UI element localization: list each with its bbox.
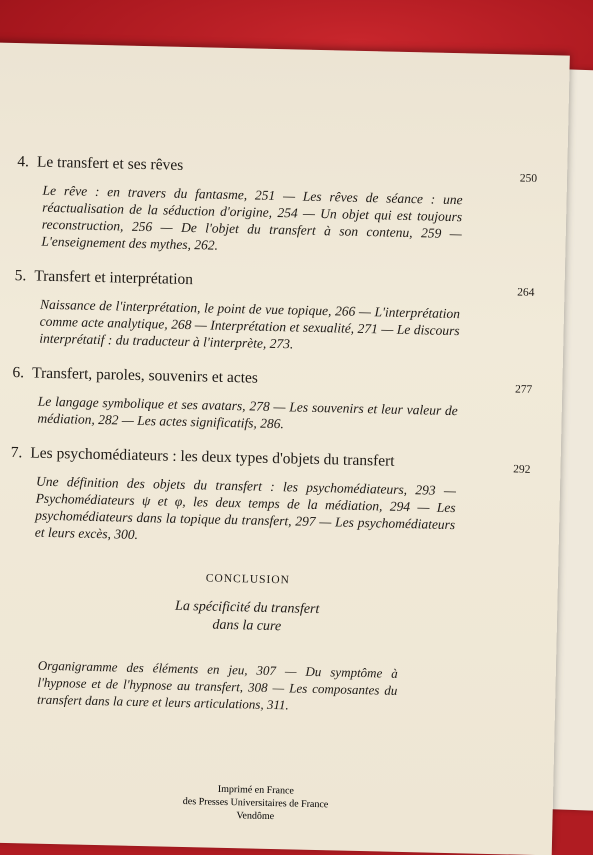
chapter-number: 6. [12, 364, 25, 382]
chapter-heading [10, 444, 490, 473]
chapter-page-number: 264 [517, 286, 535, 299]
imprint-line-3: Vendôme [236, 810, 275, 823]
imprint-line-1: Imprimé en France [217, 783, 295, 797]
chapter-sections: Une définition des objets du transfert : les psychomédiateurs, 293 — Psychomédiateurs ψ et φ, les deux temps de la médiation, 294 — Les psychomédiateurs dans la topique du transfert, 297 — Les psychomédiateurs et leurs excès, 300. [34, 473, 457, 542]
chapter-sections: Le langage symbolique et ses avatars, 278 — Les souvenirs et leur valeur de médiation, 282 — Les actes significatifs, 286. [37, 393, 458, 432]
printer-imprint [182, 782, 328, 824]
toc-entry-7 [9, 444, 531, 551]
chapter-title: Les psychomédiateurs : les deux types d'objets du transfert [30, 444, 395, 470]
toc-entry-5 [13, 267, 535, 357]
chapter-title: Transfert et interprétation [34, 267, 194, 289]
chapter-sections: Naissance de l'interprétation, le point de vue topique, 266 — L'interprétation comme acte analytique, 268 — Interprétation et sexualité, 271 — Le discours interprétatif : du traducteur à l'interprète, 273. [39, 296, 461, 352]
chapter-title: Transfert, paroles, souvenirs et actes [31, 364, 259, 387]
conclusion-section [7, 568, 488, 641]
chapter-page-number: 277 [514, 383, 533, 396]
chapter-page-number: 250 [519, 172, 538, 185]
conclusion-heading: CONCLUSION [205, 572, 291, 587]
conclusion-title-line-2: dans la cure [212, 617, 282, 635]
conclusion-sections: Organigramme des éléments en jeu, 307 — Du symptôme à l'hypnose et de l'hypnose au transfert, 308 — Les composantes du transfert dans la cure et leurs articulations, 311. [36, 657, 398, 713]
chapter-number: 4. [17, 153, 30, 171]
chapter-heading [12, 364, 492, 393]
book-page [0, 42, 570, 855]
table-of-contents [5, 153, 538, 718]
chapter-sections: Le rêve : en travers du fantasme, 251 — Les rêves de séance : une réactualisation de la séduction d'origine, 254 — Un objet qui est toujours reconstruction, 256 — De l'objet du transfert à son contenu, 259 — L'enseignement des mythes, 262. [41, 182, 463, 253]
chapter-page-number: 292 [513, 463, 531, 476]
conclusion-title-line-1: La spécificité du transfert [174, 598, 320, 618]
toc-entry-4 [15, 153, 538, 260]
chapter-heading [14, 267, 494, 296]
chapter-number: 7. [10, 444, 23, 462]
toc-entry-6 [11, 364, 533, 437]
chapter-number: 5. [14, 267, 27, 285]
chapter-heading [17, 153, 497, 182]
imprint-line-2: des Presses Universitaires de France [182, 796, 329, 811]
chapter-title: Le transfert et ses rêves [36, 153, 184, 174]
